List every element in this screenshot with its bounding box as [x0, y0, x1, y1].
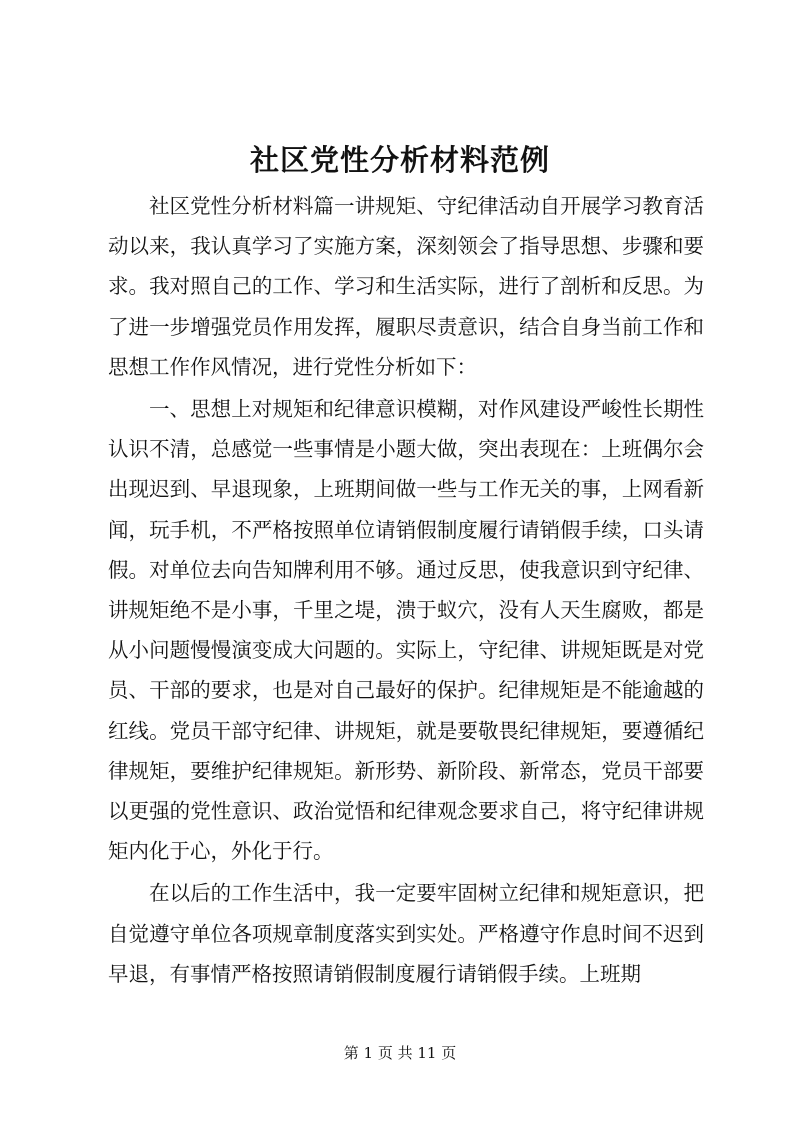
document-title: 社区党性分析材料范例: [249, 143, 550, 177]
page-number-footer: 第 1 页 共 11 页: [343, 1044, 457, 1062]
document-body: [108, 186, 704, 994]
paragraph-intro: 社区党性分析材料篇一讲规矩、守纪律活动自开展学习教育活动以来，我认真学习了实施方案，深刻领会了指导思想、步骤和要求。我对照自己的工作、学习和生活实际，进行了剖析和反思。为了进一步增强党员作用发挥，履职尽责意识，结合自身当前工作和思想工作作风情况，进行党性分析如下：: [108, 194, 704, 379]
paragraph-section-one: 一、思想上对规矩和纪律意识模糊，对作风建设严峻性长期性认识不清，总感觉一些事情是小题大做，突出表现在：上班偶尔会出现迟到、早退现象，上班期间做一些与工作无关的事，上网看新闻，玩手机，不严格按照单位请销假制度履行请销假手续，口头请假。对单位去向告知牌利用不够。通过反思，使我意识到守纪律、讲规矩绝不是小事，千里之堤，溃于蚁穴，没有人天生腐败，都是从小问题慢慢演变成大问题的。实际上，守纪律、讲规矩既是对党员、干部的要求，也是对自己最好的保护。纪律规矩是不能逾越的红线。党员干部守纪律、讲规矩，就是要敬畏纪律规矩，要遵循纪律规矩，要维护纪律规矩。新形势、新阶段、新常态，党员干部要以更强的党性意识、政治觉悟和纪律观念要求自己，将守纪律讲规矩内化于心，外化于行。: [108, 397, 704, 864]
paragraph-future-commitment: 在以后的工作生活中，我一定要牢固树立纪律和规矩意识，把自觉遵守单位各项规章制度落实到实处。严格遵守作息时间不迟到早退，有事情严格按照请销假制度履行请销假手续。上班期: [108, 881, 704, 986]
